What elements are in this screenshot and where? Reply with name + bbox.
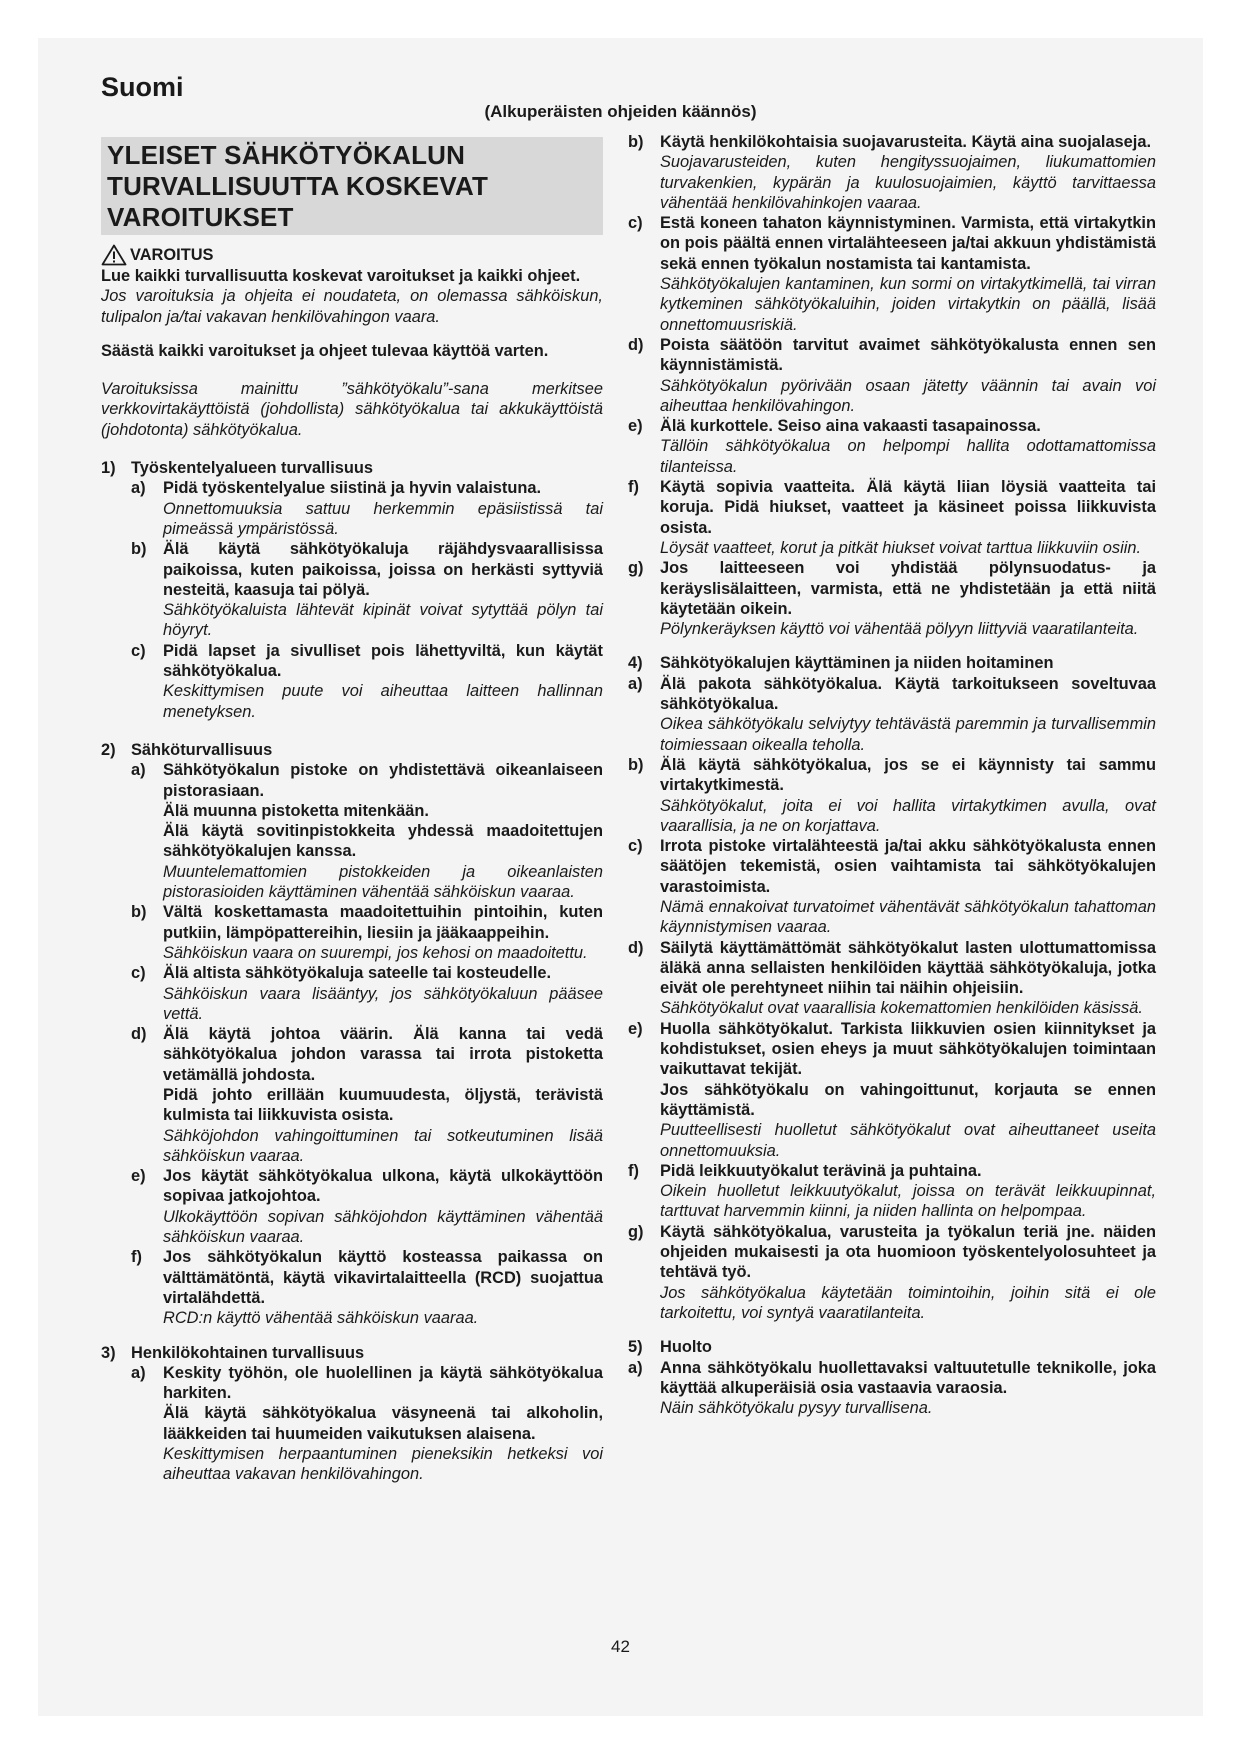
list-item: f) Käytä sopivia vaatteita. Älä käytä liian löysiä vaatteita tai koruja. Pidä hiukset, vaatteet ja käsineet poissa liikkuvista osista. Löysät vaatteet, korut ja pitkät hiukset voivat tarttua liikkuviin osiin. [628, 478, 1156, 557]
list-item: b) Älä käytä sähkötyökaluja räjähdysvaarallisissa paikoissa, kuten paikoissa, joissa on herkästi syttyviä nesteitä, kaasuja tai pölyä. Sähkötyökaluista lähtevät kipinät voivat sytyttää pölyn tai höyryt. [131, 540, 603, 640]
list-item: g) Jos laitteeseen voi yhdistää pölynsuodatus- ja keräyslisälaitteen, varmista, että ne yhdistetään ja että niitä käytetään oikein. Pölynkeräyksen käyttö voi vähentää pölyyn liittyviä vaaratilanteita. [628, 559, 1156, 639]
section-heading: 3) Henkilökohtainen turvallisuus [101, 1343, 365, 1362]
list-item: e) Älä kurkottele. Seiso aina vakaasti tasapainossa. Tällöin sähkötyökalua on helpompi hallita odottamattomissa tilanteissa. [628, 417, 1156, 476]
page-title: YLEISET SÄHKÖTYÖKALUN TURVALLISUUTTA KOSKEVAT VAROITUKSET [107, 140, 489, 232]
list-item: e) Jos käytät sähkötyökalua ulkona, käytä ulkokäyttöön sopivaa jatkojohtoa. Ulkokäyttöön sopivan sähköjohdon käyttäminen vähentää sähköiskun vaaraa. [131, 1167, 603, 1247]
left-column [101, 244, 603, 1485]
language-heading: Suomi [101, 72, 184, 102]
translation-note: (Alkuperäisten ohjeiden käännös) [484, 102, 757, 121]
section-heading: 2) Sähköturvallisuus [101, 740, 273, 759]
warning-read-all: Lue kaikki turvallisuutta koskevat varoitukset ja kaikki ohjeet. [101, 267, 581, 285]
list-item: b) Käytä henkilökohtaisia suojavarusteita. Käytä aina suojalaseja. Suojavarusteiden, kuten hengityssuojaimen, liukumattomien turvakenkien, kypärän ja kuulosuojaimien, käyttö tarvittaessa vähentää henkilövahinkojen vaaraa. [628, 133, 1156, 212]
list-item: d) Säilytä käyttämättömät sähkötyökalut lasten ulottumattomissa äläkä anna sellaisten henkilöiden käyttää sähkötyökaluja, jotka eivät ole perehtyneet niihin tai näihin ohjeisiin. Sähkötyökalut ovat vaarallisia kokemattomien henkilöiden käsissä. [628, 938, 1156, 1018]
definition-text: Varoituksissa mainittu ”sähkötyökalu”-sana merkitsee verkkovirtakäyttöistä (johdollista) sähkötyökalua tai akkukäyttöistä (johdotonta) sähkötyökalua. [101, 380, 603, 439]
warning-label: VAROITUS [130, 245, 214, 264]
list-item: f) Jos sähkötyökalun käyttö kosteassa paikassa on välttämätöntä, käytä vikavirtalaitteella (RCD) suojattua virtalähdettä. RCD:n käyttö vähentää sähköiskun vaaraa. [131, 1248, 603, 1328]
section-heading: 4) Sähkötyökalujen käyttäminen ja niiden hoitaminen [628, 654, 1054, 673]
warning-save: Säästä kaikki varoitukset ja ohjeet tulevaa käyttöä varten. [101, 341, 549, 360]
warning-consequences: Jos varoituksia ja ohjeita ei noudateta, on olemassa sähköiskun, tulipalon ja/tai vakavan henkilövahingon vaara. [101, 287, 603, 326]
list-item: c) Estä koneen tahaton käynnistyminen. Varmista, että virtakytkin on pois päältä ennen virtalähteeseen ja/tai akkuun yhdistämistä sekä ennen työkalun nostamista tai kantamista. Sähkötyökalujen kantaminen, kun sormi on virtakytkimellä, tai virran kytkeminen sähkötyökaluihin, joiden virtakytkin on päällä, lisää onnettomuusriskiä. [628, 214, 1156, 334]
section-heading: 5) Huolto [628, 1338, 712, 1357]
list-item: d) Poista säätöön tarvitut avaimet sähkötyökalusta ennen sen käynnistämistä. Sähkötyökalun pyörivään osaan jätetty väännin tai avain voi aiheuttaa henkilövahingon. [628, 335, 1156, 415]
list-item: f) Pidä leikkuutyökalut terävinä ja puhtaina. Oikein huolletut leikkuutyökalut, joissa on terävät leikkuupinnat, tarttuvat harvemmin kiinni, ja niiden hallinta on helpompaa. [628, 1161, 1156, 1221]
list-item: c) Älä altista sähkötyökaluja sateelle tai kosteudelle. Sähköiskun vaara lisääntyy, jos sähkötyökaluun pääsee vettä. [131, 964, 603, 1023]
list-item: c) Irrota pistoke virtalähteestä ja/tai akku sähkötyökalusta ennen säätöjen tekemistä, osien vaihtamista tai sähkötyökalujen varastoimista. Nämä ennakoivat turvatoimet vähentävät sähkötyökalun tahattoman käynnistymisen vaaraa. [628, 837, 1156, 937]
section-heading: 1) Työskentelyalueen turvallisuus [101, 459, 374, 478]
warning-triangle-icon [101, 244, 127, 266]
list-item: b) Vältä koskettamasta maadoitettuihin pintoihin, kuten putkiin, lämpöpattereihin, liesiin ja jääkaappeihin. Sähköiskun vaara on suurempi, jos kehosi on maadoitettu. [131, 903, 603, 962]
right-column [628, 132, 1156, 1418]
list-item: g) Käytä sähkötyökalua, varusteita ja työkalun teriä jne. näiden ohjeiden mukaisesti ja ota huomioon työskentelyolosuhteet ja tehtävä työ. Jos sähkötyökalua käytetään toimintoihin, joihin sitä ei ole tarkoitettu, voi syntyä vaaratilanteita. [628, 1222, 1156, 1322]
list-item: a) Anna sähkötyökalu huollettavaksi valtuutetulle teknikolle, joka käyttää alkuperäisiä osia vastaavia varaosia. Näin sähkötyökalu pysyy turvallisena. [628, 1358, 1156, 1418]
list-item: b) Älä käytä sähkötyökalua, jos se ei käynnisty tai sammu virtakytkimestä. Sähkötyökalut, joita ei voi hallita virtakytkimen avulla, ovat vaarallisia, ja ne on korjattava. [628, 755, 1156, 835]
list-item: a) Sähkötyökalun pistoke on yhdistettävä oikeanlaiseen pistorasiaan. Älä muunna pistoketta mitenkään. Älä käytä sovitinpistokkeita yhdessä maadoitettujen sähkötyökalujen kanssa. Muuntelemattomien pistokkeiden ja oikeanlaisten pistorasioiden käyttäminen vähentää sähköiskun vaaraa. [131, 761, 603, 902]
list-item: a) Keskity työhön, ole huolellinen ja käytä sähkötyökalua harkiten. Älä käytä sähkötyökalua väsyneenä tai alkoholin, lääkkeiden tai huumeiden vaikutuksen alaisena. Keskittymisen herpaantuminen pieneksikin hetkeksi voi aiheuttaa vakavan henkilövahingon. [131, 1363, 603, 1484]
list-item: c) Pidä lapset ja sivulliset pois lähettyviltä, kun käytät sähkötyökalua. Keskittymisen puute voi aiheuttaa laitteen hallinnan menetyksen. [131, 641, 603, 721]
warning-label-row [101, 244, 603, 266]
list-item: e) Huolla sähkötyökalut. Tarkista liikkuvien osien kiinnitykset ja kohdistukset, osien eheys ja muut sähkötyökalujen toimintaan vaikuttavat tekijät. Jos sähkötyökalu on vahingoittunut, korjauta se ennen käyttämistä. Puutteellisesti huolletut sähkötyökalut ovat aiheuttaneet useita onnettomuuksia. [628, 1019, 1156, 1160]
list-item: a) Pidä työskentelyalue siistinä ja hyvin valaistuna. Onnettomuuksia sattuu herkemmin epäsiistissä tai pimeässä ympäristössä. [131, 479, 603, 538]
section-title-box [101, 137, 603, 235]
list-item: a) Älä pakota sähkötyökalua. Käytä tarkoitukseen soveltuvaa sähkötyökalua. Oikea sähkötyökalu selviytyy tehtävästä paremmin ja turvallisemmin toimiessaan oikealla teholla. [628, 674, 1156, 754]
page-number: 42 [611, 1637, 630, 1656]
list-item: d) Älä käytä johtoa väärin. Älä kanna tai vedä sähkötyökalua johdon varassa tai irrota pistoketta vetämällä johdosta. Pidä johto erillään kuumuudesta, öljystä, terävistä kulmista tai liikkuvista osista. Sähköjohdon vahingoittuminen tai sotkeutuminen lisää sähköiskun vaaraa. [131, 1025, 603, 1165]
